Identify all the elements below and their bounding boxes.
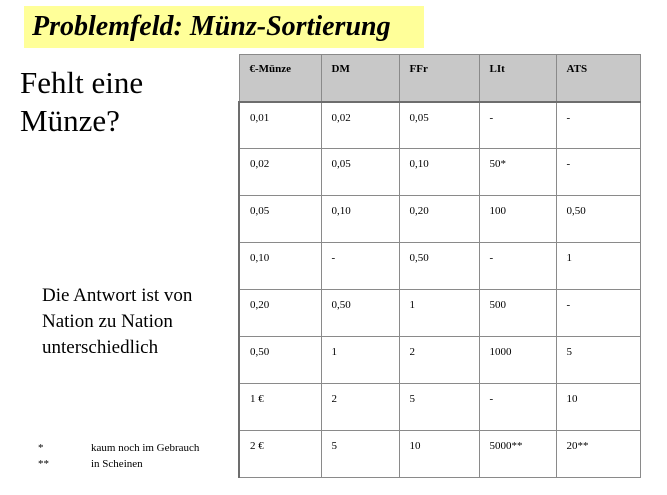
- table-cell: -: [321, 243, 399, 290]
- table-cell: -: [556, 290, 640, 337]
- table-cell: 0,05: [321, 149, 399, 196]
- footnotes: [38, 440, 238, 472]
- table-cell: 0,10: [321, 196, 399, 243]
- header-cell-ats: ATS: [556, 55, 640, 102]
- table-cell: -: [556, 102, 640, 149]
- footnote-mark: **: [38, 458, 49, 470]
- header-cell-dm: DM: [321, 55, 399, 102]
- footnote-text: in Scheinen: [91, 458, 143, 470]
- header-cell-euro: €-Münze: [239, 55, 321, 102]
- table-row: [239, 384, 640, 431]
- table-cell: 0,20: [399, 196, 479, 243]
- table-cell: 10: [399, 431, 479, 478]
- table-cell: 0,02: [239, 149, 321, 196]
- footnote-text: kaum noch im Gebrauch: [91, 442, 200, 454]
- table-cell: 1 €: [239, 384, 321, 431]
- coin-table: [238, 54, 641, 478]
- table-cell: 100: [479, 196, 556, 243]
- header-cell-ffr: FFr: [399, 55, 479, 102]
- footnote-mark: *: [38, 442, 44, 454]
- header-cell-lit: LIt: [479, 55, 556, 102]
- table-cell: 0,50: [399, 243, 479, 290]
- table-cell: 0,10: [399, 149, 479, 196]
- question-text: Fehlt eine Münze?: [20, 65, 144, 138]
- table-cell: 5: [556, 337, 640, 384]
- table-cell: 0,05: [239, 196, 321, 243]
- table-row: [239, 290, 640, 337]
- table-cell: 2: [321, 384, 399, 431]
- table-row: [239, 337, 640, 384]
- table-cell: 0,20: [239, 290, 321, 337]
- table-cell: 20**: [556, 431, 640, 478]
- table-cell: -: [556, 149, 640, 196]
- table-cell: 10: [556, 384, 640, 431]
- table-cell: 0,02: [321, 102, 399, 149]
- table-header-row: [239, 55, 640, 102]
- table-cell: 5: [321, 431, 399, 478]
- table-cell: 2: [399, 337, 479, 384]
- table-cell: 1: [399, 290, 479, 337]
- table-row: [239, 243, 640, 290]
- table-cell: 0,50: [556, 196, 640, 243]
- slide-title: Problemfeld: Münz-Sortierung: [24, 6, 424, 48]
- table-cell: 500: [479, 290, 556, 337]
- table-row: [239, 431, 640, 478]
- table-cell: 0,50: [239, 337, 321, 384]
- table-cell: -: [479, 102, 556, 149]
- table-cell: 0,05: [399, 102, 479, 149]
- table-cell: 50*: [479, 149, 556, 196]
- table-cell: -: [479, 384, 556, 431]
- table-cell: 0,01: [239, 102, 321, 149]
- table-cell: -: [479, 243, 556, 290]
- footnote: [38, 440, 238, 456]
- table-cell: 5000**: [479, 431, 556, 478]
- footnote: [38, 456, 238, 472]
- table-cell: 5: [399, 384, 479, 431]
- table-row: [239, 149, 640, 196]
- answer-text: Die Antwort ist von Nation zu Nation unterschiedlich: [42, 285, 193, 358]
- table-cell: 0,50: [321, 290, 399, 337]
- table-cell: 1: [556, 243, 640, 290]
- table-cell: 1000: [479, 337, 556, 384]
- table-cell: 1: [321, 337, 399, 384]
- table-row: [239, 102, 640, 149]
- table-row: [239, 196, 640, 243]
- table-cell: 2 €: [239, 431, 321, 478]
- table-cell: 0,10: [239, 243, 321, 290]
